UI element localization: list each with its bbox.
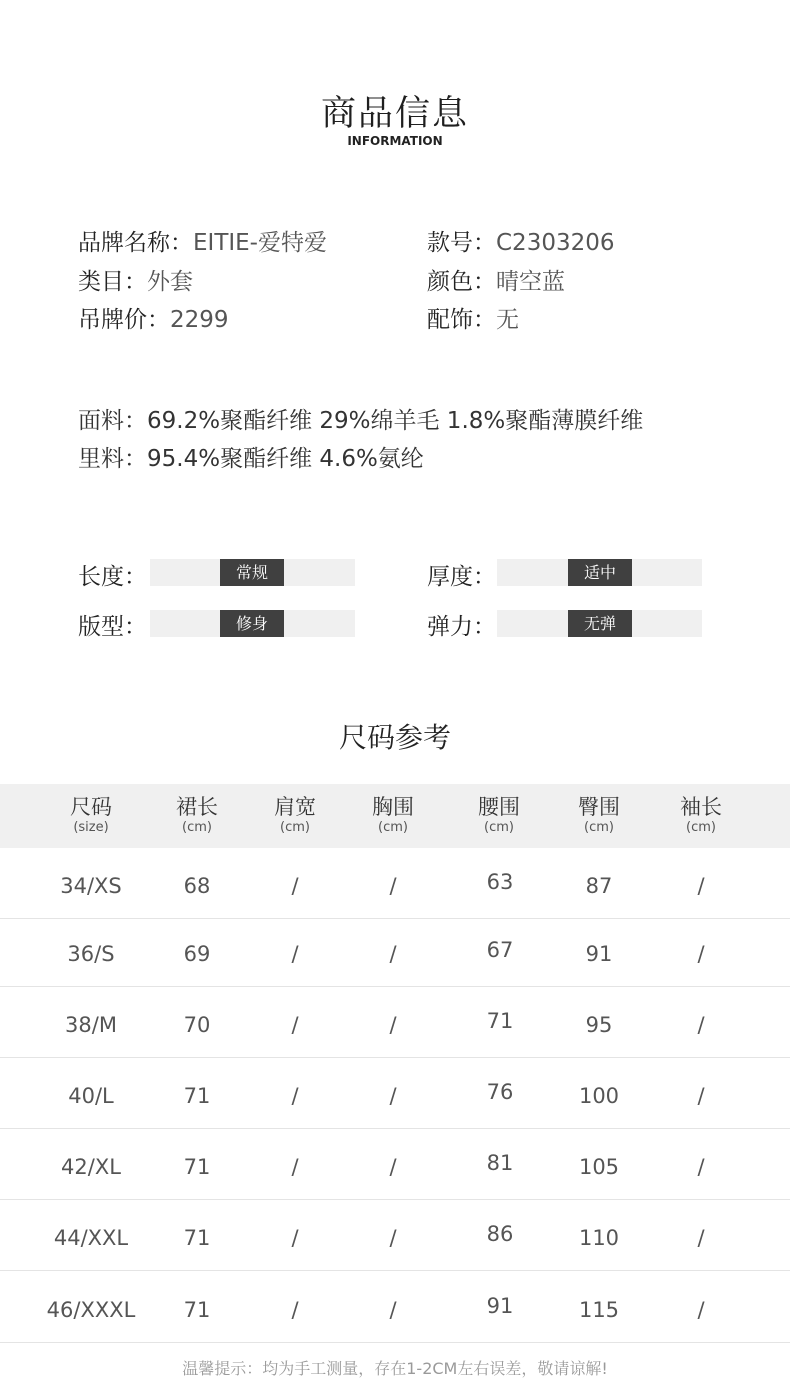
header-unit: (cm) bbox=[182, 820, 212, 835]
color-value: 晴空蓝 bbox=[496, 269, 565, 295]
table-cell: 76 bbox=[486, 1080, 514, 1104]
table-cell: 44/XXL bbox=[53, 1226, 129, 1250]
table-cell: 91 bbox=[486, 1294, 514, 1318]
measurement-note: 温馨提示：均为手工测量，存在1-2CM左右误差，敬请谅解! bbox=[182, 1359, 608, 1378]
color-label: 颜色： bbox=[427, 269, 496, 295]
header-label: 胸围 bbox=[372, 795, 414, 819]
table-cell: 71 bbox=[486, 1009, 514, 1033]
header-label: 尺码 bbox=[70, 795, 112, 819]
table-cell: 115 bbox=[578, 1298, 620, 1322]
table-cell: 100 bbox=[578, 1084, 620, 1108]
price-row bbox=[78, 301, 229, 334]
table-cell: / bbox=[389, 1013, 397, 1037]
table-cell: / bbox=[697, 874, 705, 898]
length-label: 长度： bbox=[78, 564, 147, 590]
outer-fabric: 面料：69.2%聚酯纤维 29%绵羊毛 1.8%聚酯薄膜纤维 bbox=[78, 408, 644, 434]
table-cell: / bbox=[697, 942, 705, 966]
elasticity-label: 弹力： bbox=[427, 614, 496, 640]
size-table-title: 尺码参考 bbox=[338, 721, 451, 754]
header-unit: (cm) bbox=[378, 820, 408, 835]
table-cell: / bbox=[697, 1226, 705, 1250]
accessory-label: 配饰： bbox=[427, 307, 496, 333]
table-cell: 87 bbox=[585, 874, 613, 898]
table-cell: / bbox=[389, 874, 397, 898]
style-number-value: C2303206 bbox=[496, 230, 615, 256]
color-row bbox=[427, 263, 565, 296]
table-cell: / bbox=[389, 1155, 397, 1179]
header-sleeve bbox=[651, 794, 751, 835]
header-label: 腰围 bbox=[478, 795, 520, 819]
header-unit: (size) bbox=[73, 820, 109, 835]
header-shoulder bbox=[245, 794, 345, 835]
table-cell: / bbox=[697, 1084, 705, 1108]
table-cell: 69 bbox=[183, 942, 211, 966]
accessory-row bbox=[427, 301, 519, 334]
fit-label: 版型： bbox=[78, 614, 147, 640]
length-value: 常规 bbox=[220, 559, 284, 586]
brand-row bbox=[78, 224, 327, 257]
table-row bbox=[0, 1058, 790, 1129]
table-cell: / bbox=[389, 942, 397, 966]
header-unit: (cm) bbox=[280, 820, 310, 835]
thickness-scale bbox=[497, 559, 702, 586]
header-label: 肩宽 bbox=[274, 795, 316, 819]
elasticity-scale bbox=[497, 610, 702, 637]
header-skirt-length bbox=[147, 794, 247, 835]
header-bust bbox=[343, 794, 443, 835]
table-row bbox=[0, 848, 790, 919]
table-cell: 70 bbox=[183, 1013, 211, 1037]
table-cell: 68 bbox=[183, 874, 211, 898]
thickness-value: 适中 bbox=[568, 559, 632, 586]
fit-value: 修身 bbox=[220, 610, 284, 637]
brand-label: 品牌名称： bbox=[78, 230, 193, 256]
header-label: 裙长 bbox=[176, 795, 218, 819]
table-cell: / bbox=[697, 1155, 705, 1179]
table-cell: 81 bbox=[486, 1151, 514, 1175]
table-cell: 42/XL bbox=[61, 1155, 121, 1179]
header-label: 袖长 bbox=[680, 795, 722, 819]
table-cell: / bbox=[291, 942, 299, 966]
brand-value: EITIE-爱特爱 bbox=[193, 230, 327, 256]
table-cell: 36/S bbox=[67, 942, 115, 966]
style-number-row bbox=[427, 224, 615, 257]
header-unit: (cm) bbox=[686, 820, 716, 835]
table-cell: / bbox=[291, 1013, 299, 1037]
header-hip bbox=[549, 794, 649, 835]
table-cell: / bbox=[291, 1298, 299, 1322]
table-row bbox=[0, 1272, 790, 1343]
table-cell: 95 bbox=[585, 1013, 613, 1037]
elasticity-value: 无弹 bbox=[568, 610, 632, 637]
table-cell: 63 bbox=[486, 870, 514, 894]
table-cell: 86 bbox=[486, 1222, 514, 1246]
table-cell: / bbox=[389, 1298, 397, 1322]
table-cell: / bbox=[291, 1155, 299, 1179]
table-cell: / bbox=[697, 1298, 705, 1322]
table-cell: 110 bbox=[578, 1226, 620, 1250]
header-unit: (cm) bbox=[484, 820, 514, 835]
table-cell: 105 bbox=[578, 1155, 620, 1179]
header-waist bbox=[449, 794, 549, 835]
accessory-value: 无 bbox=[496, 307, 519, 333]
thickness-label: 厚度： bbox=[427, 564, 496, 590]
table-cell: 34/XS bbox=[60, 874, 122, 898]
table-cell: 40/L bbox=[68, 1084, 114, 1108]
header-unit: (cm) bbox=[584, 820, 614, 835]
table-cell: 71 bbox=[183, 1155, 211, 1179]
table-cell: / bbox=[389, 1084, 397, 1108]
table-cell: 38/M bbox=[65, 1013, 117, 1037]
header-label: 臀围 bbox=[578, 795, 620, 819]
table-cell: 71 bbox=[183, 1226, 211, 1250]
length-scale bbox=[150, 559, 355, 586]
table-cell: 71 bbox=[183, 1298, 211, 1322]
table-cell: 67 bbox=[486, 938, 514, 962]
price-value: 2299 bbox=[170, 307, 229, 333]
category-label: 类目： bbox=[78, 269, 147, 295]
table-row bbox=[0, 1200, 790, 1271]
table-row bbox=[0, 987, 790, 1058]
table-row bbox=[0, 1129, 790, 1200]
fit-scale bbox=[150, 610, 355, 637]
table-cell: / bbox=[697, 1013, 705, 1037]
table-row bbox=[0, 916, 790, 987]
category-row bbox=[78, 263, 193, 296]
table-cell: / bbox=[291, 874, 299, 898]
table-cell: / bbox=[389, 1226, 397, 1250]
table-cell: / bbox=[291, 1226, 299, 1250]
page-subtitle: INFORMATION bbox=[347, 134, 443, 148]
size-table-header bbox=[0, 784, 790, 848]
style-number-label: 款号： bbox=[427, 230, 496, 256]
table-cell: 46/XXXL bbox=[46, 1298, 136, 1322]
header-size bbox=[41, 794, 141, 835]
price-label: 吊牌价： bbox=[78, 307, 170, 333]
table-cell: 91 bbox=[585, 942, 613, 966]
lining-fabric: 里料：95.4%聚酯纤维 4.6%氨纶 bbox=[78, 446, 424, 472]
page-title: 商品信息 bbox=[320, 94, 469, 134]
category-value: 外套 bbox=[147, 269, 193, 295]
table-cell: / bbox=[291, 1084, 299, 1108]
table-cell: 71 bbox=[183, 1084, 211, 1108]
